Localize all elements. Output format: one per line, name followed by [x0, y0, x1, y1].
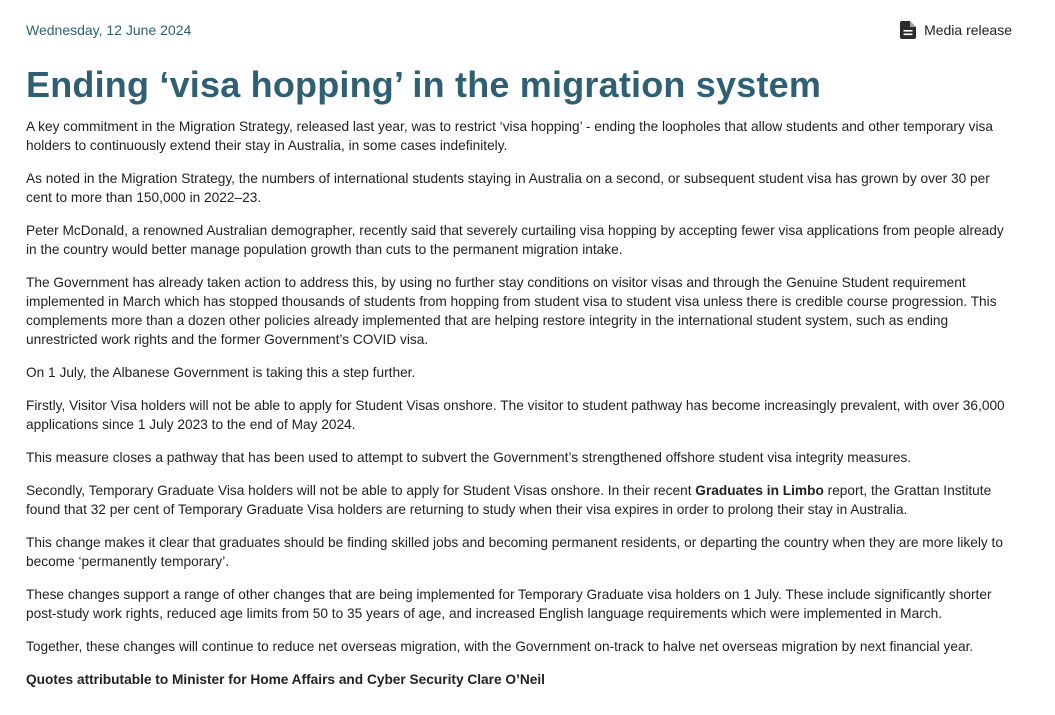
quotes-heading: Quotes attributable to Minister for Home Affairs and Cyber Security Clare O’Neil [26, 672, 545, 687]
paragraph-2: As noted in the Migration Strategy, the numbers of international students staying in Australia on a second, or subsequent student visa has grown by over 30 per cent to more than 150,000 in 2022–23. [26, 171, 990, 205]
document-icon [900, 21, 916, 39]
release-date: Wednesday, 12 June 2024 [26, 22, 192, 38]
paragraph-10: These changes support a range of other changes that are being implemented for Temporary Graduate visa holders on 1 July. These include significantly shorter post-study work rights, reduced age limits from 50 to 35 years of age, and increased English language requirements which were implemented in March. [26, 587, 992, 621]
article-body [26, 117, 1016, 703]
paragraph-5: On 1 July, the Albanese Government is taking this a step further. [26, 365, 416, 380]
paragraph-1: A key commitment in the Migration Strategy, released last year, was to restrict ‘visa hopping’ - ending the loopholes that allow students and other temporary visa holders to continuously extend their stay in Australia, in some cases indefinitely. [26, 119, 993, 153]
paragraph-8 [26, 481, 1016, 519]
paragraph-9: This change makes it clear that graduates should be finding skilled jobs and becoming permanent residents, or departing the country when they are more likely to become ‘permanently temporary’. [26, 535, 1003, 569]
report-title: Graduates in Limbo [695, 483, 824, 498]
media-release-label: Media release [924, 22, 1012, 38]
paragraph-4: The Government has already taken action to address this, by using no further stay conditions on visitor visas and through the Genuine Student requirement implemented in March which has stopped thousands of students from hopping from student visa to student visa unless there is credible course progression. This complements more than a dozen other policies already implemented that are helping restore integrity in the international student system, such as ending unrestricted work rights and the former Government’s COVID visa. [26, 275, 997, 347]
media-release-link[interactable] [900, 20, 1012, 40]
paragraph-8-text-start: Secondly, Temporary Graduate Visa holders will not be able to apply for Student Visas onshore. In their recent [26, 483, 696, 498]
media-release-page [26, 0, 1016, 715]
paragraph-7: This measure closes a pathway that has been used to attempt to subvert the Government’s strengthened offshore student visa integrity measures. [26, 450, 912, 465]
paragraph-8-text-end: report, the Grattan Institute found that 32 per cent of Temporary Graduate Visa holders are returning to study when their visa expires in order to prolong their stay in Australia. [26, 483, 992, 517]
paragraph-6: Firstly, Visitor Visa holders will not be able to apply for Student Visas onshore. The visitor to student pathway has become increasingly prevalent, with over 36,000 applications since 1 July 2023 to the end of May 2024. [26, 398, 1005, 432]
paragraph-3: Peter McDonald, a renowned Australian demographer, recently said that severely curtailing visa hopping by accepting fewer visa applications from people already in the country would better manage population growth than cuts to the permanent migration intake. [26, 223, 1004, 257]
paragraph-11: Together, these changes will continue to reduce net overseas migration, with the Government on-track to halve net overseas migration by next financial year. [26, 639, 974, 654]
top-bar [26, 20, 1016, 42]
page-title: Ending ‘visa hopping’ in the migration system [26, 64, 822, 105]
